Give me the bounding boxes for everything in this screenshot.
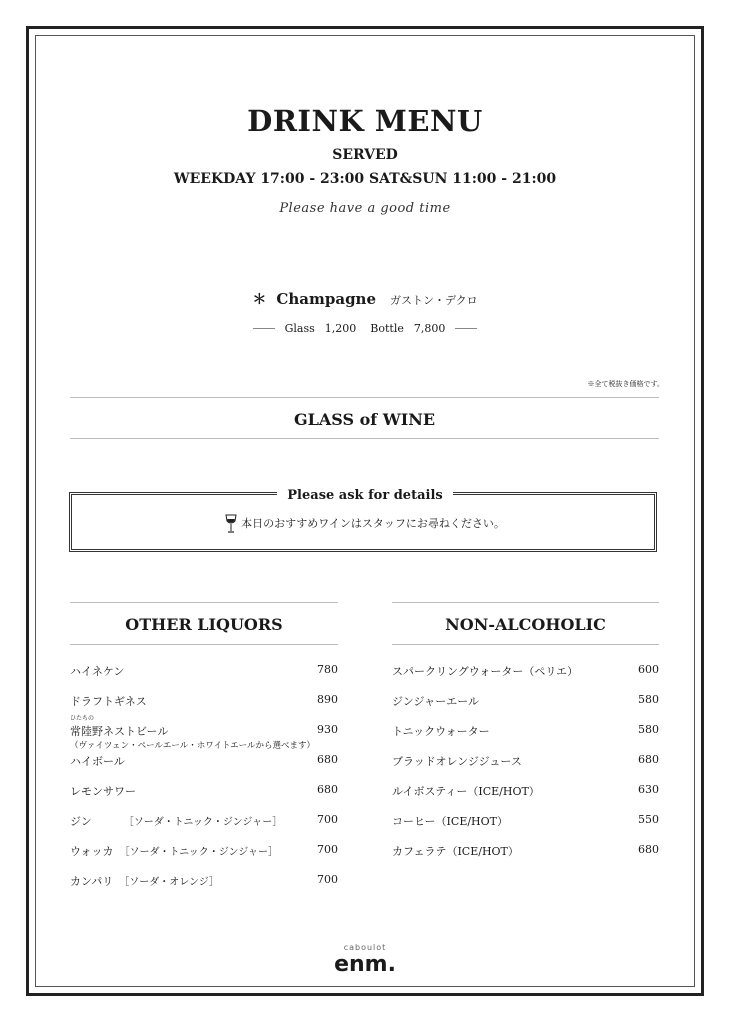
ask-details-text-wrap — [0, 514, 730, 534]
item-subnote: （ヴァイツェン・ペールエール・ホワイトエールから選べます） — [70, 741, 315, 751]
list-item — [392, 753, 659, 769]
item-name: ハイボール — [70, 755, 125, 768]
item-note: ［ソーダ・トニック・ジンジャー］ — [123, 817, 283, 828]
champagne-producer: ガストン・デクロ — [390, 294, 478, 307]
item-name: レモンサワー — [70, 785, 136, 798]
right-dash — [455, 328, 477, 329]
served-label: SERVED — [332, 147, 398, 163]
item-price: 680 — [638, 843, 659, 856]
champagne-line — [0, 289, 730, 309]
item-note: ［ソーダ・トニック・ジンジャー］ — [119, 847, 279, 858]
item-price: 700 — [317, 843, 338, 856]
wine-divider-bottom — [70, 438, 659, 439]
item-price: 890 — [317, 693, 338, 706]
list-item — [70, 873, 338, 889]
item-note: ［ソーダ・オレンジ］ — [119, 877, 219, 888]
list-item — [70, 663, 338, 679]
left-dash — [253, 328, 275, 329]
tax-note: ※全て税抜き価格です。 — [587, 380, 664, 388]
item-price: 630 — [638, 783, 659, 796]
page-title: DRINK MENU — [247, 104, 483, 138]
item-price: 600 — [638, 663, 659, 676]
bottle-price: 7,800 — [413, 322, 446, 335]
item-price: 780 — [317, 663, 338, 676]
nonalc-divider-top — [392, 602, 659, 603]
list-item — [70, 813, 338, 829]
item-name: コーヒー（ICE/HOT） — [392, 815, 509, 828]
champagne-name: Champagne — [276, 290, 377, 308]
item-label-group — [70, 873, 219, 889]
list-item — [70, 783, 338, 799]
item-name: トニックウォーター — [392, 725, 490, 738]
list-item — [70, 715, 338, 739]
item-price: 700 — [317, 873, 338, 886]
item-price: 680 — [317, 753, 338, 766]
item-price: 680 — [638, 753, 659, 766]
item-name: ブラッドオレンジジュース — [392, 755, 522, 768]
list-item — [392, 663, 659, 679]
list-item — [70, 693, 338, 709]
item-name: ドラフトギネス — [70, 695, 147, 708]
item-name: ジンジャーエール — [392, 695, 480, 708]
list-item — [70, 843, 338, 859]
item-name: ハイネケン — [70, 665, 125, 678]
brand-logo: enm. — [334, 952, 396, 977]
asterisk-bullet: ＊ — [252, 292, 267, 308]
brand-small-text: caboulot — [343, 943, 387, 952]
item-name: カフェラテ（ICE/HOT） — [392, 845, 519, 858]
item-label-group — [70, 843, 278, 859]
item-name: ジン — [70, 815, 92, 828]
list-item — [392, 843, 659, 859]
bottle-label: Bottle — [370, 322, 404, 335]
wine-heading: GLASS of WINE — [293, 410, 436, 429]
nonalc-divider-bottom — [392, 644, 659, 645]
item-ruby: ひたちの — [70, 715, 95, 722]
item-name: 常陸野ネストビール — [70, 725, 169, 738]
item-name: カンパリ — [70, 875, 114, 888]
item-name-with-ruby — [70, 715, 169, 739]
liquors-heading: OTHER LIQUORS — [125, 615, 283, 634]
item-name: スパークリングウォーター（ペリエ） — [392, 665, 579, 678]
item-price: 930 — [317, 723, 338, 736]
item-label-group — [70, 813, 282, 829]
wine-glass-icon — [225, 514, 237, 534]
list-item — [70, 753, 338, 769]
item-price: 580 — [638, 693, 659, 706]
glass-price: 1,200 — [324, 322, 357, 335]
item-name: ルイボスティー（ICE/HOT） — [392, 785, 540, 798]
item-price: 700 — [317, 813, 338, 826]
list-item — [392, 723, 659, 739]
nonalc-heading: NON-ALCOHOLIC — [445, 615, 606, 634]
ask-details-text: 本日のおすすめワインはスタッフにお尋ねください。 — [241, 517, 505, 530]
opening-hours: WEEKDAY 17:00 - 23:00 SAT&SUN 11:00 - 21:00 — [173, 171, 557, 187]
liquors-divider-bottom — [70, 644, 338, 645]
champagne-prices — [0, 322, 730, 335]
list-item — [392, 693, 659, 709]
item-name: ウォッカ — [70, 845, 114, 858]
item-price: 580 — [638, 723, 659, 736]
item-price: 550 — [638, 813, 659, 826]
list-item — [392, 783, 659, 799]
list-item — [392, 813, 659, 829]
item-price: 680 — [317, 783, 338, 796]
ask-details-title-wrap — [0, 484, 730, 503]
glass-label: Glass — [284, 322, 315, 335]
tagline: Please have a good time — [279, 201, 451, 216]
liquors-divider-top — [70, 602, 338, 603]
wine-divider-top — [70, 397, 659, 398]
ask-details-title: Please ask for details — [277, 488, 452, 503]
